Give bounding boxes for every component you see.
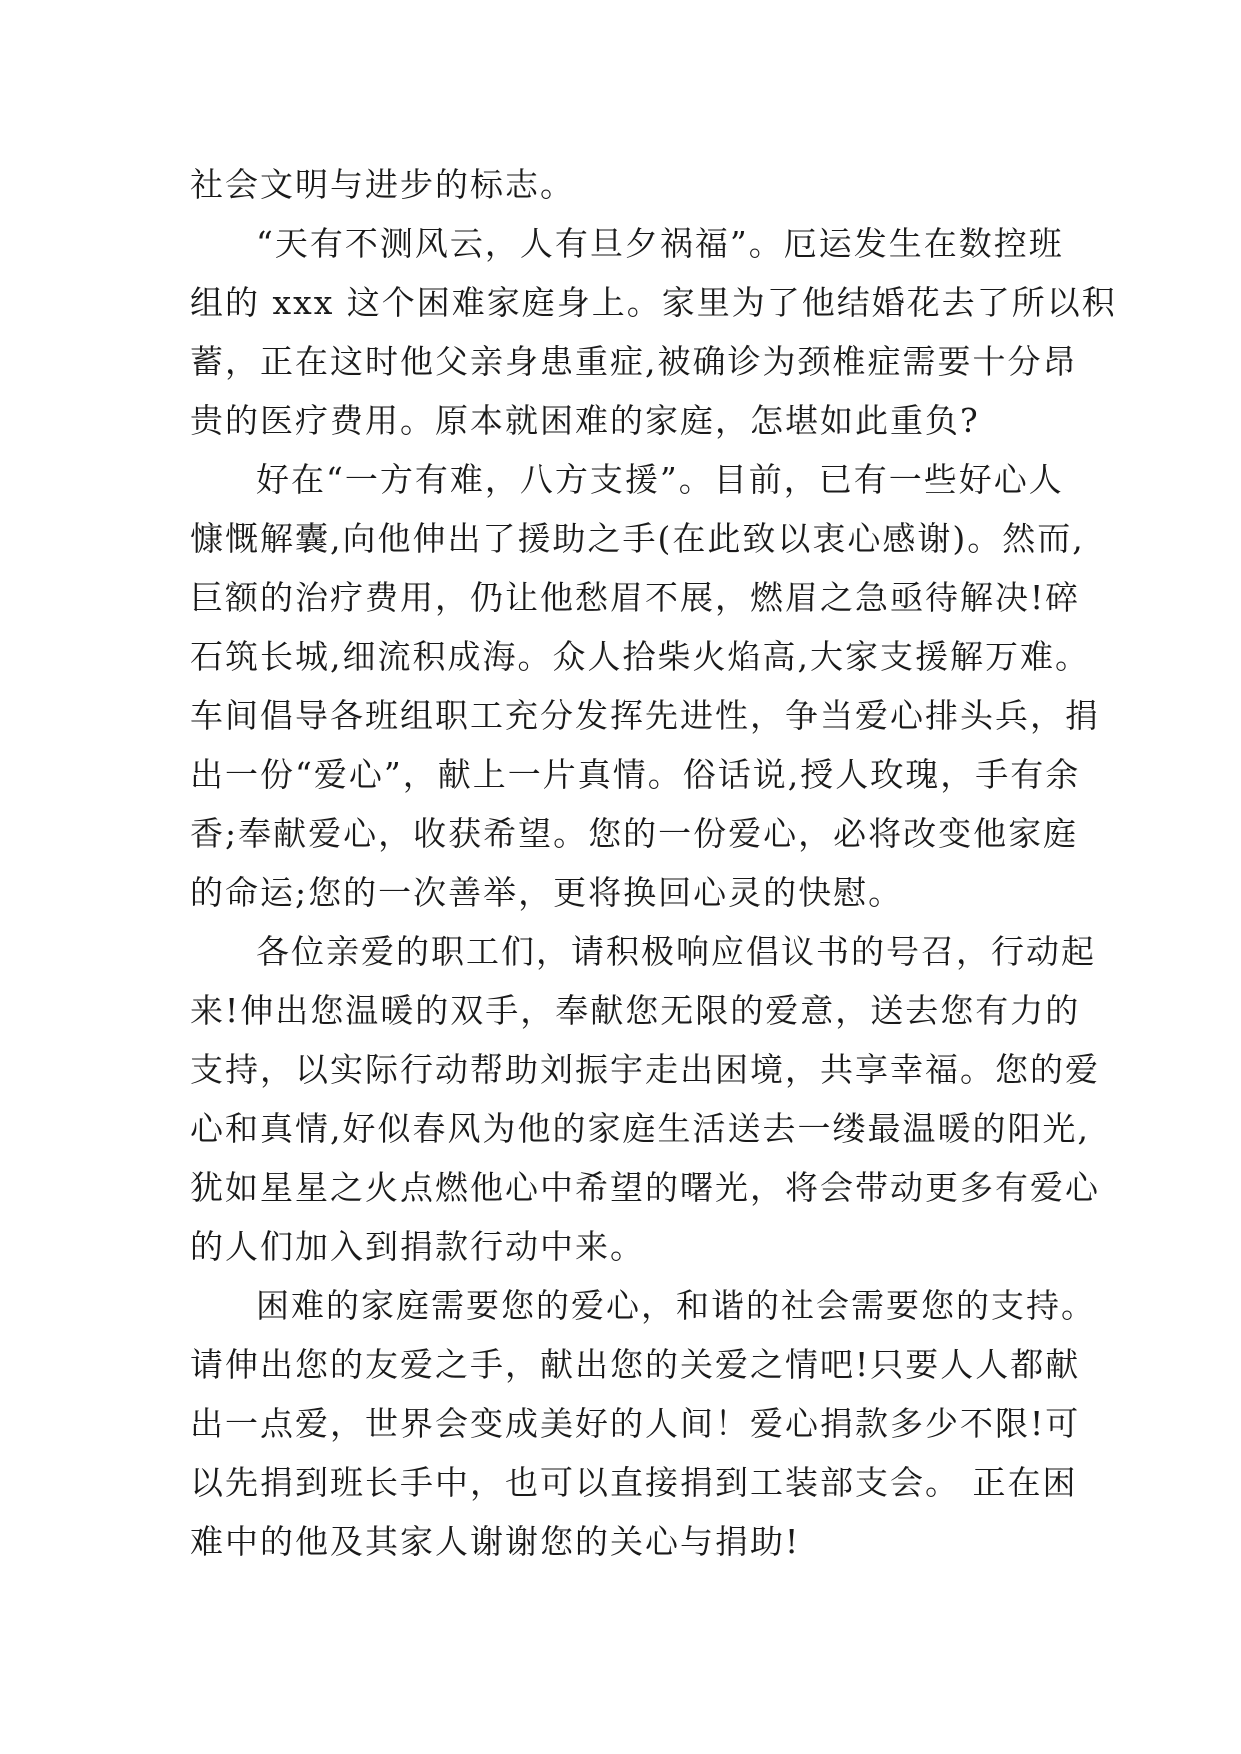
paragraph-first-line: 困难的家庭需要您的爱心，和谐的社会需要您的支持。 bbox=[256, 1286, 1096, 1325]
text-line: 车间倡导各班组职工充分发挥先进性，争当爱心排头兵，捐 bbox=[190, 696, 1100, 735]
text-line: 请伸出您的友爱之手，献出您的关爱之情吧!只要人人都献 bbox=[190, 1345, 1081, 1384]
paragraph-first-line: 各位亲爱的职工们，请积极响应倡议书的号召，行动起 bbox=[256, 932, 1096, 971]
text-line: 石筑长城,细流积成海。众人拾柴火焰高,大家支援解万难。 bbox=[190, 637, 1090, 676]
text-line: 来!伸出您温暖的双手，奉献您无限的爱意，送去您有力的 bbox=[190, 991, 1081, 1030]
text-line: 出一份“爱心”，献上一片真情。俗话说,授人玫瑰，手有余 bbox=[190, 755, 1081, 794]
text-line: 贵的医疗费用。原本就困难的家庭，怎堪如此重负? bbox=[190, 401, 980, 440]
text-line: 心和真情,好似春风为他的家庭生活送去一缕最温暖的阳光, bbox=[190, 1109, 1090, 1148]
paragraph-first-line: “天有不测风云，人有旦夕祸福”。厄运发生在数控班 bbox=[256, 224, 1064, 263]
document-body bbox=[190, 155, 1117, 1571]
text-line: 蓄，正在这时他父亲身患重症,被确诊为颈椎症需要十分昂 bbox=[190, 342, 1078, 381]
text-line: 犹如星星之火点燃他心中希望的曙光，将会带动更多有爱心 bbox=[190, 1168, 1100, 1207]
text-line: 社会文明与进步的标志。 bbox=[190, 165, 575, 204]
text-line: 的命运;您的一次善举，更将换回心灵的快慰。 bbox=[190, 873, 904, 912]
text-line: 香;奉献爱心，收获希望。您的一份爱心，必将改变他家庭 bbox=[190, 814, 1079, 853]
text-line: 难中的他及其家人谢谢您的关心与捐助! bbox=[190, 1522, 801, 1561]
text-line: 的人们加入到捐款行动中来。 bbox=[190, 1227, 645, 1266]
text-line: 支持，以实际行动帮助刘振宇走出困境，共享幸福。您的爱 bbox=[190, 1050, 1100, 1089]
paragraph-first-line: 好在“一方有难，八方支援”。目前，已有一些好心人 bbox=[256, 460, 1064, 499]
text-line: 巨额的治疗费用，仍让他愁眉不展，燃眉之急亟待解决!碎 bbox=[190, 578, 1081, 617]
text-line: 以先捐到班长手中，也可以直接捐到工装部支会。 正在困 bbox=[190, 1463, 1078, 1502]
text-line: 慷慨解囊,向他伸出了援助之手(在此致以衷心感谢)。然而, bbox=[190, 519, 1085, 558]
text-line: 出一点爱，世界会变成美好的人间！爱心捐款多少不限!可 bbox=[190, 1404, 1081, 1443]
text-line: 组的 xxx 这个困难家庭身上。家里为了他结婚花去了所以积 bbox=[190, 283, 1117, 322]
